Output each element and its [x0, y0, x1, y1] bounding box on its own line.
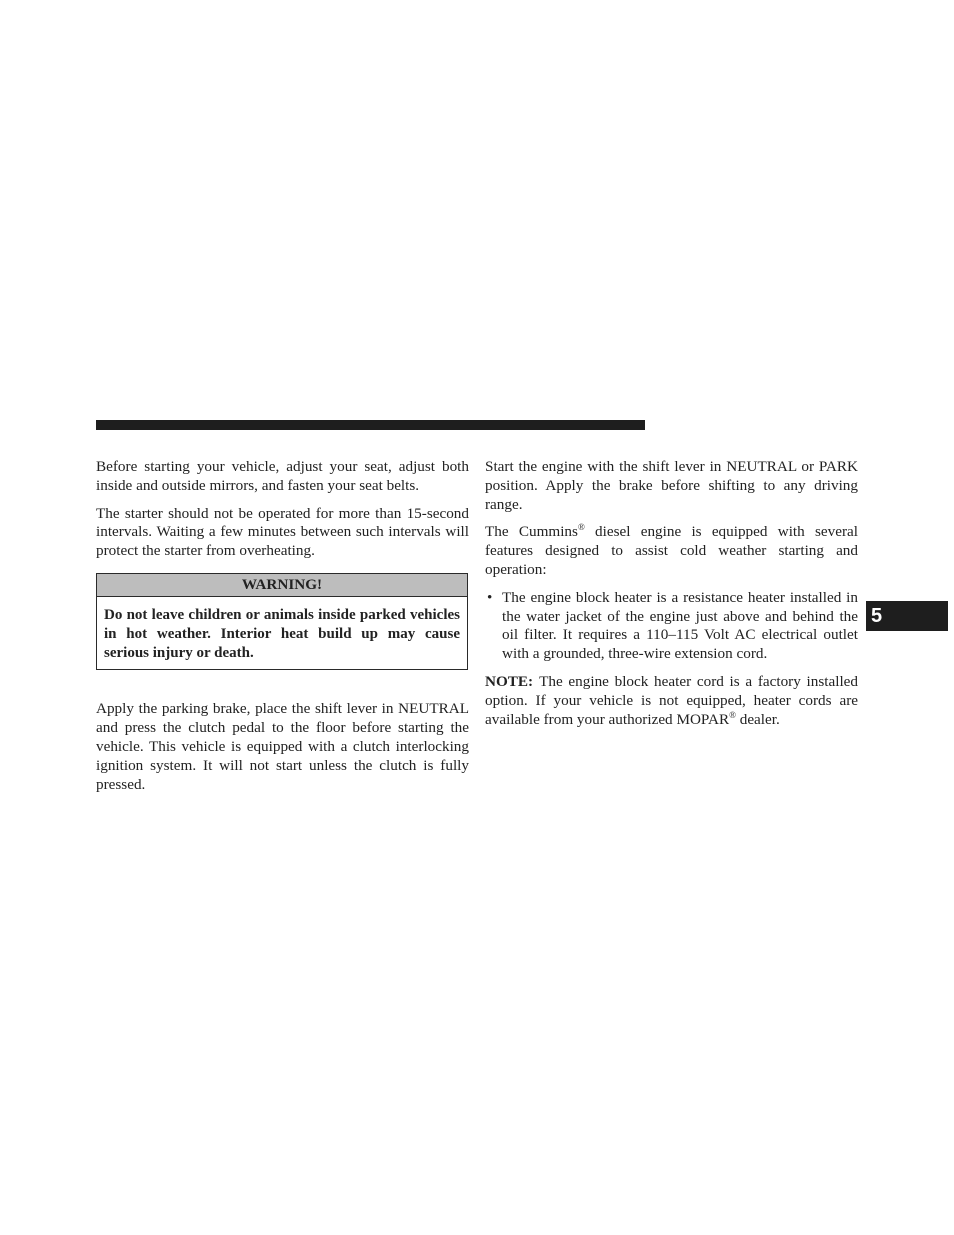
- warning-title: WARNING!: [97, 574, 467, 597]
- start-engine-paragraph: Start the engine with the shift lever in NEUTRAL or PARK position. Apply the brake before shifting to any driving range.: [485, 458, 858, 513]
- note-text-end: dealer.: [735, 710, 780, 728]
- section-header-rule: [96, 420, 645, 430]
- cummins-paragraph: [485, 523, 858, 579]
- warning-text: Do not leave children or animals inside parked vehicles in hot weather. Interior heat build up may cause serious injury or death.: [104, 606, 460, 661]
- cummins-text-start: The Cummins: [485, 523, 578, 541]
- list-item: [485, 589, 858, 664]
- registered-mark: ®: [729, 709, 736, 720]
- warning-box: [96, 573, 468, 670]
- cummins-text-end: diesel engine is equipped with several features designed to assist cold weather starting and operation:: [485, 523, 858, 578]
- note-paragraph: [485, 673, 858, 729]
- note-label: NOTE:: [485, 672, 534, 690]
- left-column: [96, 458, 469, 803]
- bullet-icon: •: [487, 588, 493, 606]
- chapter-tab: 5: [866, 601, 948, 631]
- starter-paragraph: The starter should not be operated for more than 15-second intervals. Waiting a few minutes between such intervals will protect the starter from overheating.: [96, 504, 469, 560]
- right-column: [485, 458, 858, 738]
- note-text: The engine block heater cord is a factory installed option. If your vehicle is not equipped, heater cords are available from your authorized MOPAR: [485, 672, 858, 728]
- registered-mark: ®: [577, 522, 585, 533]
- list-item-text: The engine block heater is a resistance heater installed in the water jacket of the engine just above and behind the oil filter. It requires a 110–115 Volt AC electrical outlet with a grounded, three-wire extension cord.: [502, 588, 858, 663]
- seat-adjust-paragraph: Before starting your vehicle, adjust your seat, adjust both inside and outside mirrors, and fasten your seat belts.: [96, 458, 469, 494]
- section-spacer: [96, 670, 469, 700]
- feature-list: [485, 589, 858, 664]
- parking-brake-paragraph: Apply the parking brake, place the shift lever in NEUTRAL and press the clutch pedal to the floor before starting the vehicle. This vehicle is equipped with a clutch interlocking ignition system. It will not start unless the clutch is fully pressed.: [96, 700, 469, 793]
